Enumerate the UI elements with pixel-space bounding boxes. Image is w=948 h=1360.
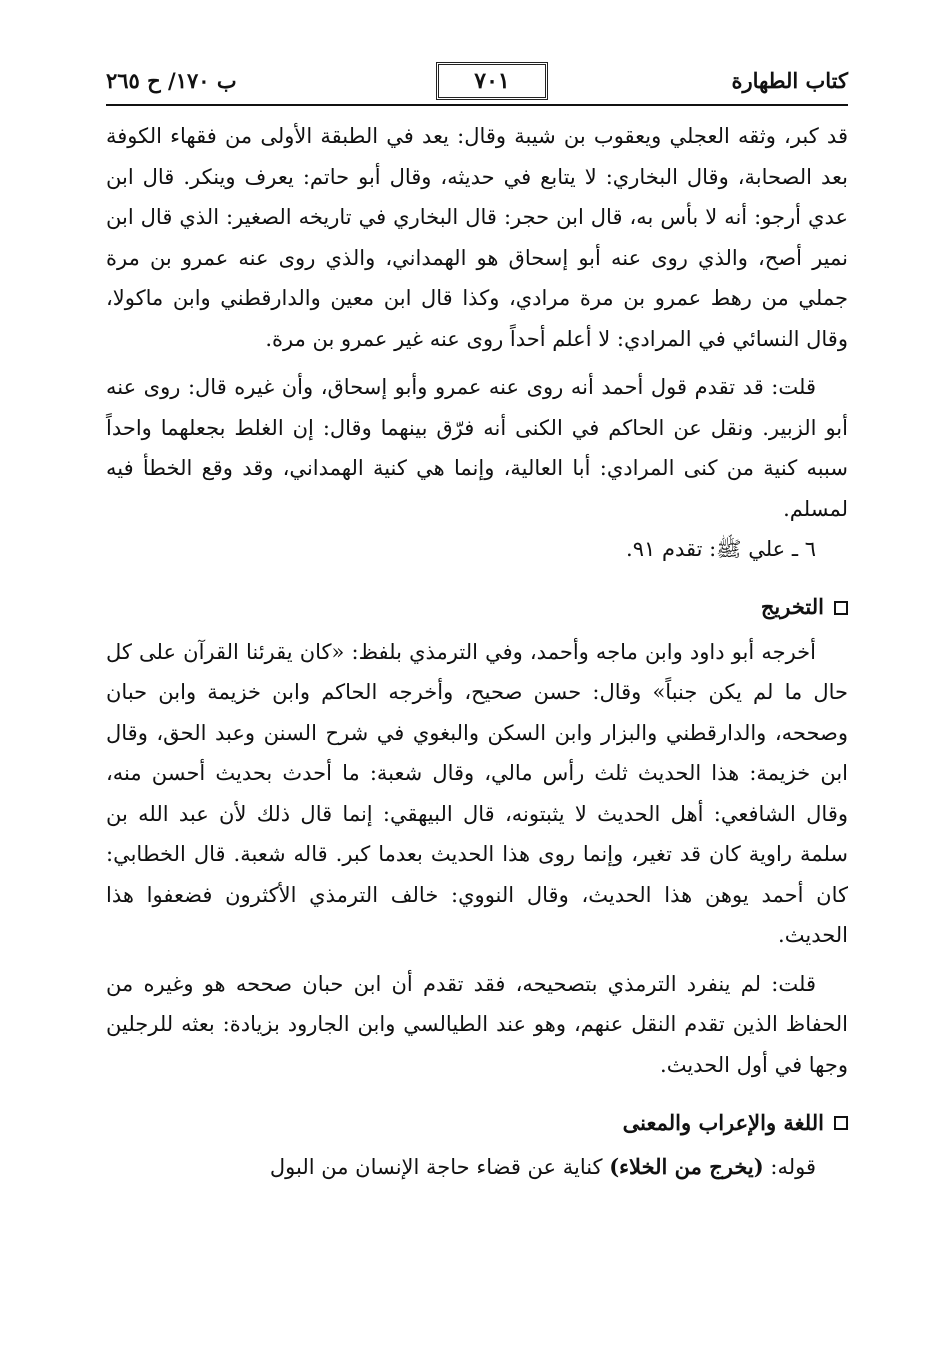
square-bullet-icon — [834, 601, 848, 615]
section-title: التخريج — [760, 594, 824, 620]
section-lugha-heading — [106, 1103, 848, 1143]
square-bullet-icon — [834, 1116, 848, 1130]
line-rest: كناية عن قضاء حاجة الإنسان من البول — [269, 1155, 610, 1179]
paragraph-takhrij: أخرجه أبو داود وابن ماجه وأحمد، وفي الترمذي بلفظ: «كان يقرئنا القرآن على كل حال ما لم يكن جنباً» وقال: حسن صحيح، وأخرجه الحاكم وابن خزيمة وابن حبان وصححه، والدارقطني والبزار وابن السكن والبغوي في شرح السنن وعبد الحق، وقال ابن خزيمة: هذا الحديث ثلث رأس مالي، وقال شعبة: ما أحدث بحديث أحسن منه، وقال الشافعي: أهل الحديث لا يثبتونه، قال البيهقي: إنما قال ذلك لأن عبد الله بن سلمة راوية كان قد تغير، وإنما روى هذا الحديث بعدما كبر. قاله شعبة. قال الخطابي: كان أحمد يوهن هذا الحديث، وقال النووي: خالف الترمذي الأكثرون فضعفوا هذا الحديث. — [106, 639, 848, 947]
main-text — [106, 116, 848, 1188]
section-title: اللغة والإعراب والمعنى — [622, 1109, 824, 1135]
paragraph-takhrij-qultu: قلت: لم ينفرد الترمذي بتصحيحه، فقد تقدم أن ابن حبان صححه هو وغيره من الحفاظ الذين تقدم النقل عنهم، وهو عند الطيالسي وابن الجارود بزيادة: بعثه للرجلين وجها في أول الحديث. — [106, 971, 848, 1077]
paragraph-ali: ٦ ـ علي ﷺ: تقدم ٩١. — [626, 537, 816, 561]
paragraph-narrators: قد كبر، وثقه العجلي ويعقوب بن شيبة وقال: يعد في الطبقة الأولى من فقهاء الكوفة بعد الصحابة، وقال البخاري: لا يتابع في حديثه، وقال أبو حاتم: يعرف وينكر. قال ابن عدي أرجو: أنه لا بأس به، قال ابن حجر: قال البخاري في تاريخه الصغير: الذي قال ابن نمير أصح، والذي روى عنه أبو إسحاق هو الهمداني، والذي روى عنه عمرو بن مرة جملي من رهط عمرو بن مرة مرادي، وكذا قال ابن معين والدارقطني وابن ماكولا، وقال النسائي في المرادي: لا أعلم أحداً روى عنه غير عمرو بن مرة. — [106, 124, 848, 351]
quoted-phrase: (يخرج من الخلاء) — [609, 1154, 764, 1179]
running-header — [106, 62, 848, 102]
header-divider — [106, 104, 848, 106]
book-title: كتاب الطهارة — [731, 68, 848, 93]
line-prefix: قوله: — [763, 1155, 816, 1179]
section-takhrij-heading — [106, 588, 848, 628]
paragraph-qultu: قلت: قد تقدم قول أحمد أنه روى عنه عمرو وأبو إسحاق، وأن غيره قال: روى عنه أبو الزبير. ونقل عن الحاكم في الكنى أنه فرّق بينهما وقال: إن الغلط بجعلهما واحداً سببه كنية من كنى المرادي: أبا العالية، وإنما هي كنية الهمداني، وقد وقع الخطأ فيه لمسلم. — [106, 375, 848, 521]
paragraph-lugha — [106, 1147, 848, 1188]
page-number: ٧٠١ — [436, 62, 548, 100]
chapter-reference: ب ١٧٠/ ح ٢٦٥ — [106, 68, 237, 93]
